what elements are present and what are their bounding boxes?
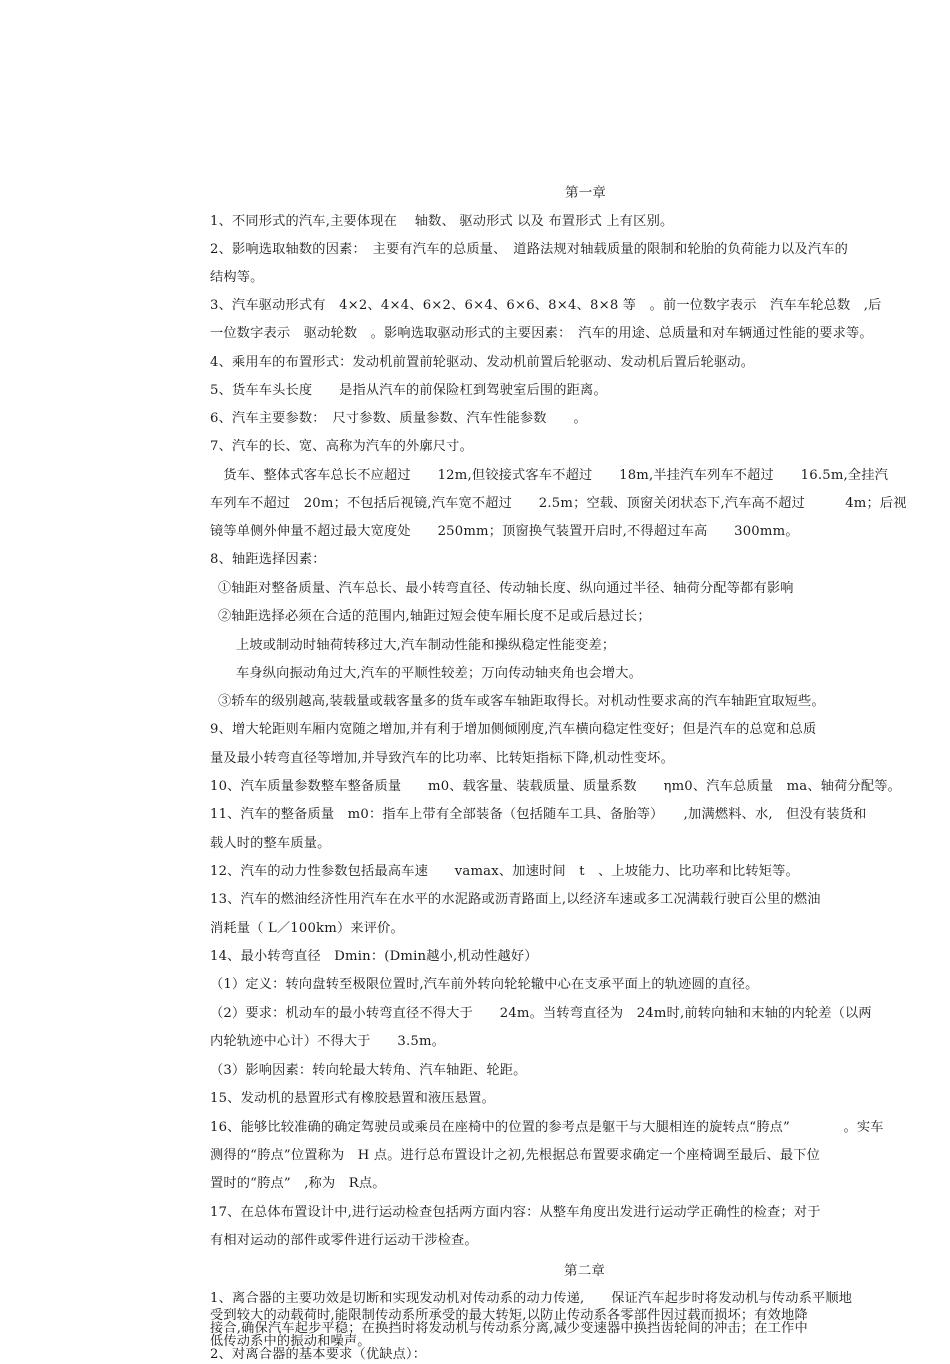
text-line: 车身纵向振动角过大,汽车的平顺性较差；万向传动轴夹角也会增大。 (236, 666, 643, 681)
text-line: ③轿车的级别越高,装载量或载客量多的货车或客车轴距取得长。对机动性要求高的汽车轴距宜取短些。 (218, 694, 825, 709)
text-line: 11、汽车的整备质量 m0：指车上带有全部装备（包括随车工具、备胎等） ,加满燃料、水, 但没有装货和 (210, 807, 867, 822)
text-line: 载人时的整车质量。 (210, 836, 331, 851)
text-line: 14、最小转弯直径 Dmin：(Dmin越小,机动性越好） (210, 949, 538, 964)
text-line: 车列车不超过 20m；不包括后视镜,汽车宽不超过 2.5m；空载、顶窗关闭状态下,汽车高不超过 4m；后视 (210, 496, 907, 511)
text-line: 6、汽车主要参数： 尺寸参数、质量参数、汽车性能参数 。 (210, 411, 587, 426)
text-line: 镜等单侧外伸量不超过最大宽度处 250mm；顶窗换气装置开启时,不得超过车高 300mm。 (210, 524, 799, 539)
text-line: 3、汽车驱动形式有 4×2、4×4、6×2、6×4、6×6、8×4、8×8 等 。前一位数字表示 汽车车轮总数 ,后 (210, 298, 882, 313)
text-line: 置时的“胯点” ,称为 R点。 (210, 1176, 386, 1191)
text-line: 4、乘用车的布置形式：发动机前置前轮驱动、发动机前置后轮驱动、发动机后置后轮驱动。 (210, 355, 755, 370)
text-line: 12、汽车的动力性参数包括最高车速 vamax、加速时间 t 、上坡能力、比功率和比转矩等。 (210, 864, 799, 879)
text-line: 消耗量（ L／100km）来评价。 (210, 921, 404, 936)
chapter-2-title: 第二章 (564, 1263, 606, 1279)
text-line: （1）定义：转向盘转至极限位置时,汽车前外转向轮轮辙中心在支承平面上的轨迹圆的直径。 (210, 977, 759, 992)
text-line: 结构等。 (210, 270, 264, 285)
text-line: 低传动系中的振动和噪声。 (210, 1334, 371, 1349)
text-line: 10、汽车质量参数整车整备质量 m0、载客量、装载质量、质量系数 ηm0、汽车总质量 ma、轴荷分配等。 (210, 779, 902, 794)
text-line: 量及最小转弯直径等增加,并导致汽车的比功率、比转矩指标下降,机动性变坏。 (210, 751, 674, 766)
text-line: 1、离合器的主要功效是切断和实现发动机对传动系的动力传递, 保证汽车起步时将发动机与传动系平顺地 (210, 1291, 853, 1306)
text-line: ①轴距对整备质量、汽车总长、最小转弯直径、传动轴长度、纵向通过半径、轴荷分配等都有影响 (218, 581, 794, 596)
text-line: 2、对离合器的基本要求（优缺点）： (210, 1347, 427, 1362)
text-line: 7、汽车的长、宽、高称为汽车的外廓尺寸。 (210, 439, 473, 454)
chapter-1-title: 第一章 (565, 185, 607, 201)
text-line: 测得的“胯点”位置称为 H 点。进行总布置设计之初,先根据总布置要求确定一个座椅调至最后、最下位 (210, 1148, 821, 1163)
text-line: （3）影响因素：转向轮最大转角、汽车轴距、轮距。 (210, 1063, 527, 1078)
text-line: 2、影响选取轴数的因素： 主要有汽车的总质量、 道路法规对轴载质量的限制和轮胎的负荷能力以及汽车的 (210, 242, 848, 257)
text-line: 1、不同形式的汽车,主要体现在 轴数、 驱动形式 以及 布置形式 上有区别。 (210, 214, 674, 229)
text-line: 货车、整体式客车总长不应超过 12m,但铰接式客车不超过 18m,半挂汽车列车不超过 16.5m,全挂汽 (210, 468, 889, 483)
text-line: 8、轴距选择因素： (210, 552, 326, 567)
text-line: 15、发动机的悬置形式有橡胶悬置和液压悬置。 (210, 1091, 495, 1106)
text-line: 17、在总体布置设计中,进行运动检查包括两方面内容：从整车角度出发进行运动学正确性的检查；对于 (210, 1205, 821, 1220)
text-line: （2）要求：机动车的最小转弯直径不得大于 24m。当转弯直径为 24m时,前转向轴和末轴的内轮差（以两 (210, 1006, 872, 1021)
text-line: 内轮轨迹中心计）不得大于 3.5m。 (210, 1034, 446, 1049)
text-line: 接合,确保汽车起步平稳；在换挡时将发动机与传动系分离,减少变速器中换挡齿轮间的冲击；在工作中 (210, 1321, 808, 1336)
text-line: 9、增大轮距则车厢内宽随之增加,并有利于增加侧倾刚度,汽车横向稳定性变好；但是汽车的总宽和总质 (210, 722, 817, 737)
text-line: ②轴距选择必须在合适的范围内,轴距过短会使车厢长度不足或后悬过长； (218, 609, 651, 624)
text-line: 13、汽车的燃油经济性用汽车在水平的水泥路或沥青路面上,以经济车速或多工况满载行驶百公里的燃油 (210, 892, 821, 907)
text-line: 16、能够比较准确的确定驾驶员或乘员在座椅中的位置的参考点是躯干与大腿相连的旋转点“胯点” 。实车 (210, 1120, 884, 1135)
text-line: 5、货车车头长度 是指从汽车的前保险杠到驾驶室后围的距离。 (210, 383, 607, 398)
text-line: 一位数字表示 驱动轮数 。影响选取驱动形式的主要因素： 汽车的用途、总质量和对车辆通过性能的要求等。 (210, 326, 873, 341)
text-line: 受到较大的动载荷时,能限制传动系所承受的最大转矩,以防止传动系各零部件因过载而损坏；有效地降 (210, 1308, 808, 1323)
text-line: 有相对运动的部件或零件进行运动干涉检查。 (210, 1233, 478, 1248)
text-line: 上坡或制动时轴荷转移过大,汽车制动性能和操纵稳定性能变差； (236, 638, 616, 653)
